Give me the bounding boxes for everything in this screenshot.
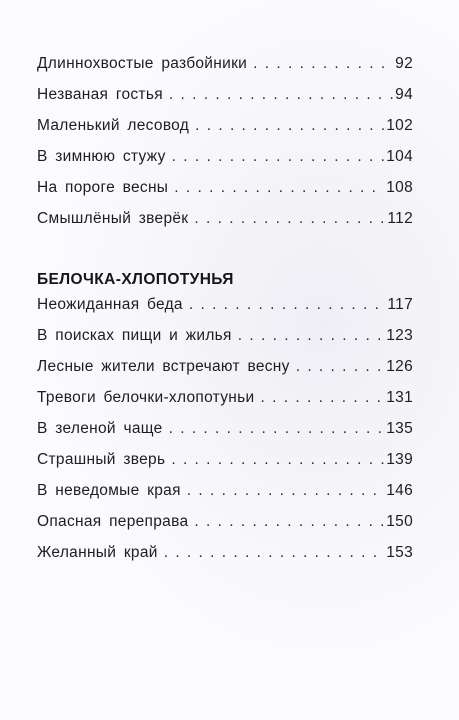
dot-leader [194,210,385,228]
dot-leader [261,389,385,407]
dot-leader [172,148,385,166]
toc-entry-title: На пороге весны [37,179,169,196]
toc-entry-title: Опасная переправа [37,513,189,530]
toc-list-top [37,55,413,241]
toc-entry-title: Лесные жители встречают весну [37,358,290,375]
toc-entry-title: В поисках пищи и жилья [37,327,232,344]
toc-entry-page: 102 [386,117,413,134]
toc-entry-page: 94 [395,86,413,103]
dot-leader [174,179,384,197]
toc-entry [37,179,413,210]
section-heading: БЕЛОЧКА-ХЛОПОТУНЬЯ [37,271,234,288]
toc-entry-page: 123 [386,327,413,344]
toc-entry-title: В зимнюю стужу [37,148,166,165]
toc-entry-title: Неожиданная беда [37,296,183,313]
toc-entry-page: 135 [386,420,413,437]
toc-entry [37,544,413,575]
toc-entry-title: Страшный зверь [37,451,166,468]
dot-leader [169,420,385,438]
toc-entry-title: Маленький лесовод [37,117,190,134]
toc-entry [37,451,413,482]
toc-entry [37,482,413,513]
toc-list-bottom [37,296,413,575]
toc-entry [37,148,413,179]
toc-entry-title: Желанный край [37,544,158,561]
dot-leader [187,482,384,500]
toc-entry [37,117,413,148]
toc-entry [37,55,413,86]
toc-entry-title: В зеленой чаще [37,420,163,437]
toc-entry [37,327,413,358]
toc-entry [37,513,413,544]
toc-entry [37,389,413,420]
toc-entry-page: 150 [386,513,413,530]
toc-entry-page: 126 [386,358,413,375]
dot-leader [296,358,385,376]
toc-entry-page: 108 [386,179,413,196]
toc-entry-page: 117 [387,296,413,313]
toc-entry-title: Длиннохвостые разбойники [37,55,248,72]
toc-entry [37,420,413,451]
dot-leader [164,544,385,562]
dot-leader [253,55,393,73]
toc-entry-page: 146 [386,482,413,499]
dot-leader [169,86,393,104]
toc-entry-title: В неведомые края [37,482,181,499]
toc-entry-page: 104 [386,148,413,165]
dot-leader [195,117,384,135]
dot-leader [194,513,384,531]
toc-entry [37,210,413,241]
toc-entry-page: 112 [387,210,413,227]
toc-entry [37,296,413,327]
toc-entry-title: Тревоги белочки-хлопотуньи [37,389,255,406]
toc-entry-page: 139 [386,451,413,468]
toc-entry-page: 153 [386,544,413,561]
toc-entry-page: 92 [395,55,413,72]
dot-leader [189,296,386,314]
dot-leader [238,327,384,345]
toc-entry-title: Смышлёный зверёк [37,210,189,227]
toc-entry [37,86,413,117]
toc-entry-page: 131 [386,389,413,406]
dot-leader [171,451,384,469]
toc-entry [37,358,413,389]
toc-entry-title: Незваная гостья [37,86,163,103]
